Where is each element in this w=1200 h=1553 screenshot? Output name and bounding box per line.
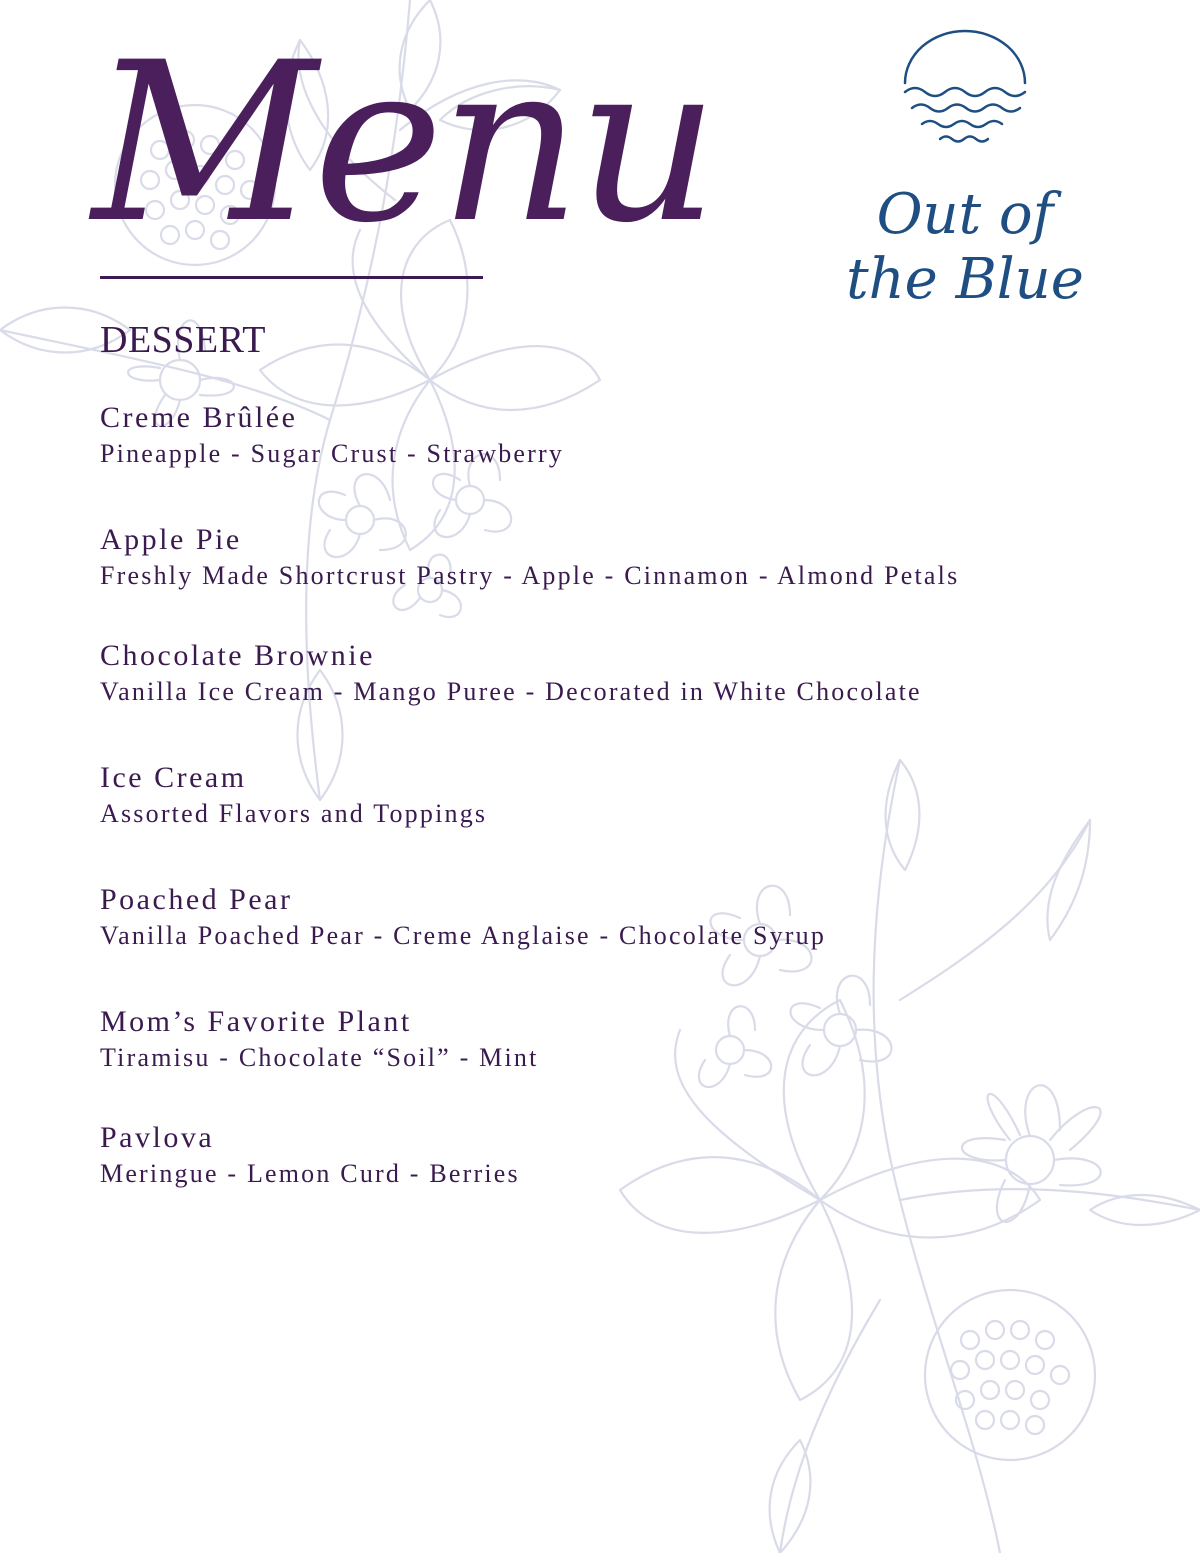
menu-item-description: Meringue - Lemon Curd - Berries [100,1159,520,1188]
menu-title: Menu [92,15,715,271]
menu-item-moms-favorite-plant [100,1004,1100,1076]
menu-item-name: Ice Cream [100,761,247,794]
sun-over-waves-icon [905,31,1025,142]
menu-items-list [100,400,1100,1192]
menu-item-description: Tiramisu - Chocolate “Soil” - Mint [100,1043,539,1072]
menu-item-chocolate-brownie [100,638,1100,710]
section-heading: DESSERT [100,319,266,361]
title-underline [100,276,483,279]
menu-item-pavlova [100,1120,1100,1192]
logo-text-line1: Out of [876,182,1054,247]
menu-item-name: Mom’s Favorite Plant [100,1005,412,1038]
menu-item-name: Pavlova [100,1121,215,1154]
menu-item-description: Freshly Made Shortcrust Pastry - Apple - Cinnamon - Almond Petals [100,561,960,590]
menu-item-name: Creme Brûlée [100,401,298,434]
logo-text-line2: the Blue [846,247,1084,312]
menu-item-description: Vanilla Ice Cream - Mango Puree - Decorated in White Chocolate [100,677,922,706]
menu-item-name: Chocolate Brownie [100,639,375,672]
menu-item-creme-brulee [100,400,1100,472]
menu-item-name: Apple Pie [100,523,242,556]
out-of-the-blue-logo [840,28,1090,333]
menu-item-name: Poached Pear [100,883,293,916]
menu-item-apple-pie [100,522,1100,594]
menu-item-description: Assorted Flavors and Toppings [100,799,488,828]
menu-item-poached-pear [100,882,1100,954]
menu-item-description: Vanilla Poached Pear - Creme Anglaise - Chocolate Syrup [100,921,827,950]
menu-item-description: Pineapple - Sugar Crust - Strawberry [100,439,565,468]
menu-item-ice-cream [100,760,1100,832]
